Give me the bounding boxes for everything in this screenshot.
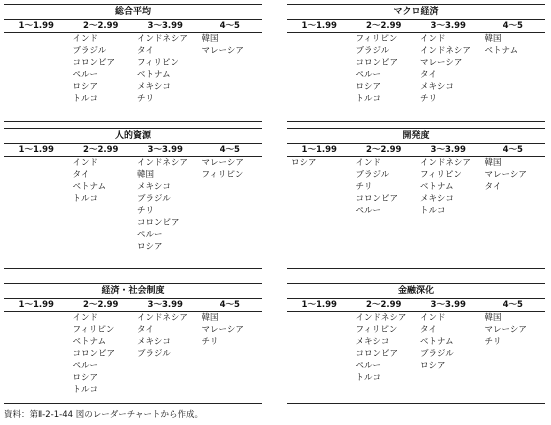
- country-item: ベトナム: [72, 337, 107, 347]
- country-item: メキシコ: [137, 337, 171, 347]
- country-item: メキシコ: [137, 182, 171, 192]
- score-column-4: [198, 312, 263, 396]
- panel-title: 人的資源: [4, 128, 262, 143]
- country-item: マレーシア: [484, 325, 527, 335]
- country-item: インド: [355, 158, 382, 168]
- header-2: 2～2.99: [83, 21, 119, 31]
- country-item: ロシア: [291, 158, 317, 168]
- country-item: チリ: [201, 337, 219, 347]
- header-2: 2～2.99: [366, 21, 402, 31]
- country-item: インドネシア: [137, 158, 188, 168]
- score-column-1: [287, 157, 352, 217]
- country-item: ペルー: [72, 70, 99, 80]
- header-1: 1～1.99: [18, 300, 54, 310]
- panel-sogo-heikin: [4, 4, 262, 122]
- country-item: チリ: [137, 206, 155, 216]
- country-item: フィリピン: [72, 325, 115, 335]
- country-item: メキシコ: [137, 82, 171, 92]
- country-item: タイ: [420, 70, 437, 80]
- panel-kinyu-shinka: [287, 283, 545, 403]
- country-item: ロシア: [137, 242, 163, 252]
- score-column-3: [133, 157, 198, 253]
- panel-body: [287, 312, 545, 384]
- country-item: インドネシア: [137, 34, 188, 44]
- header-4: 4～5: [219, 300, 240, 310]
- header-1: 1～1.99: [301, 21, 337, 31]
- score-column-2: [69, 33, 134, 105]
- panel-bottom-rule: [4, 121, 262, 122]
- country-item: トルコ: [72, 194, 99, 204]
- score-column-3: [133, 312, 198, 396]
- country-item: ペルー: [355, 361, 382, 371]
- country-item: ブラジル: [420, 349, 454, 359]
- header-1: 1～1.99: [301, 145, 337, 155]
- header-3: 3～3.99: [430, 21, 466, 31]
- panel-body: [4, 157, 262, 253]
- country-item: フィリピン: [137, 58, 179, 68]
- country-item: ロシア: [72, 373, 99, 383]
- country-item: インドネシア: [420, 158, 471, 168]
- country-item: ブラジル: [72, 46, 107, 56]
- country-item: ペルー: [355, 70, 382, 80]
- country-item: インド: [72, 313, 99, 323]
- country-item: タイ: [484, 182, 502, 192]
- country-item: ベトナム: [72, 182, 107, 192]
- header-1: 1～1.99: [18, 21, 54, 31]
- panel-macro-keizai: [287, 4, 545, 122]
- header-3: 3～3.99: [430, 300, 466, 310]
- header-3: 3～3.99: [430, 145, 466, 155]
- country-item: コロンビア: [355, 58, 399, 68]
- panel-bottom-rule: [287, 403, 545, 404]
- country-item: トルコ: [355, 373, 382, 383]
- country-item: フィリピン: [201, 170, 244, 180]
- country-item: 韓国: [484, 34, 502, 44]
- country-item: チリ: [484, 337, 502, 347]
- score-column-1: [4, 33, 69, 105]
- country-item: 韓国: [137, 170, 155, 180]
- panel-bottom-rule: [287, 268, 545, 269]
- panel-title: 開発度: [287, 128, 545, 143]
- country-item: ブラジル: [355, 46, 390, 56]
- panel-body: [287, 33, 545, 105]
- source-note: 資料：第Ⅱ-2-1-44 図のレーダーチャートから作成。: [4, 410, 203, 420]
- score-column-2: [352, 312, 417, 384]
- country-item: ブラジル: [137, 194, 171, 204]
- country-item: タイ: [72, 170, 90, 180]
- header-4: 4～5: [219, 21, 240, 31]
- country-item: トルコ: [72, 385, 99, 395]
- country-item: インドネシア: [137, 313, 188, 323]
- country-item: ロシア: [72, 82, 99, 92]
- country-item: インド: [420, 313, 446, 323]
- country-item: チリ: [420, 94, 438, 104]
- score-column-2: [352, 33, 417, 105]
- country-item: 韓国: [201, 34, 219, 44]
- country-item: コロンビア: [355, 194, 399, 204]
- country-item: マレーシア: [201, 158, 244, 168]
- score-column-3: [416, 33, 481, 105]
- header-2: 2～2.99: [366, 145, 402, 155]
- panel-body: [287, 157, 545, 217]
- column-header-row: [287, 298, 545, 312]
- country-item: ベトナム: [484, 46, 519, 56]
- country-item: トルコ: [72, 94, 99, 104]
- country-item: ブラジル: [355, 170, 390, 180]
- header-3: 3～3.99: [147, 21, 183, 31]
- country-item: ペルー: [72, 361, 99, 371]
- country-item: メキシコ: [355, 337, 390, 347]
- country-item: フィリピン: [355, 325, 398, 335]
- header-1: 1～1.99: [18, 145, 54, 155]
- header-4: 4～5: [219, 145, 240, 155]
- country-item: ロシア: [355, 82, 382, 92]
- header-2: 2～2.99: [83, 300, 119, 310]
- panel-bottom-rule: [4, 403, 262, 404]
- score-column-4: [198, 157, 263, 253]
- panel-title: 経済・社会制度: [4, 283, 262, 298]
- country-item: インド: [72, 158, 99, 168]
- header-2: 2～2.99: [366, 300, 402, 310]
- country-item: マレーシア: [201, 46, 244, 56]
- country-item: 韓国: [484, 158, 502, 168]
- panel-body: [4, 33, 262, 105]
- header-3: 3～3.99: [147, 300, 183, 310]
- country-item: コロンビア: [137, 218, 180, 228]
- country-item: ベトナム: [137, 70, 171, 80]
- country-item: ロシア: [420, 361, 446, 371]
- score-column-4: [481, 157, 546, 217]
- country-item: メキシコ: [420, 194, 454, 204]
- country-item: タイ: [420, 325, 437, 335]
- score-column-2: [69, 312, 134, 396]
- country-item: ペルー: [355, 206, 382, 216]
- score-column-3: [416, 157, 481, 217]
- column-header-row: [4, 298, 262, 312]
- panel-kaihatsudo: [287, 128, 545, 268]
- score-column-1: [4, 312, 69, 396]
- panel-title: マクロ経済: [287, 4, 545, 19]
- country-item: ベトナム: [420, 337, 454, 347]
- column-header-row: [4, 19, 262, 33]
- country-item: マレーシア: [201, 325, 244, 335]
- country-item: マレーシア: [484, 170, 527, 180]
- country-item: インド: [420, 34, 446, 44]
- country-item: トルコ: [420, 206, 446, 216]
- header-1: 1～1.99: [301, 300, 337, 310]
- country-item: インド: [72, 34, 99, 44]
- country-item: 韓国: [201, 313, 219, 323]
- score-column-1: [287, 312, 352, 384]
- score-column-2: [69, 157, 134, 253]
- country-item: フィリピン: [355, 34, 398, 44]
- score-column-3: [133, 33, 198, 105]
- country-item: タイ: [137, 325, 154, 335]
- column-header-row: [4, 143, 262, 157]
- header-3: 3～3.99: [147, 145, 183, 155]
- country-item: ベトナム: [420, 182, 454, 192]
- country-item: マレーシア: [420, 58, 463, 68]
- score-column-4: [481, 312, 546, 384]
- country-item: コロンビア: [72, 349, 116, 359]
- country-item: インドネシア: [420, 46, 471, 56]
- country-item: インドネシア: [355, 313, 407, 323]
- panel-title: 金融深化: [287, 283, 545, 298]
- header-4: 4～5: [502, 145, 523, 155]
- panel-jinteki-shigen: [4, 128, 262, 268]
- panel-bottom-rule: [287, 121, 545, 122]
- country-item: コロンビア: [355, 349, 399, 359]
- country-item: チリ: [137, 94, 155, 104]
- country-item: ペルー: [137, 230, 163, 240]
- country-item: コロンビア: [72, 58, 116, 68]
- country-item: ブラジル: [137, 349, 171, 359]
- score-column-1: [4, 157, 69, 253]
- score-column-4: [481, 33, 546, 105]
- country-item: タイ: [137, 46, 154, 56]
- header-4: 4～5: [502, 21, 523, 31]
- score-column-4: [198, 33, 263, 105]
- panel-title: 総合平均: [4, 4, 262, 19]
- country-item: フィリピン: [420, 170, 462, 180]
- country-item: チリ: [355, 182, 373, 192]
- panel-body: [4, 312, 262, 396]
- score-column-2: [352, 157, 417, 217]
- header-4: 4～5: [502, 300, 523, 310]
- panel-bottom-rule: [4, 268, 262, 269]
- country-item: トルコ: [355, 94, 382, 104]
- score-column-1: [287, 33, 352, 105]
- header-2: 2～2.99: [83, 145, 119, 155]
- country-item: メキシコ: [420, 82, 454, 92]
- country-item: 韓国: [484, 313, 502, 323]
- column-header-row: [287, 143, 545, 157]
- column-header-row: [287, 19, 545, 33]
- panel-keizai-shakai-seido: [4, 283, 262, 403]
- score-column-3: [416, 312, 481, 384]
